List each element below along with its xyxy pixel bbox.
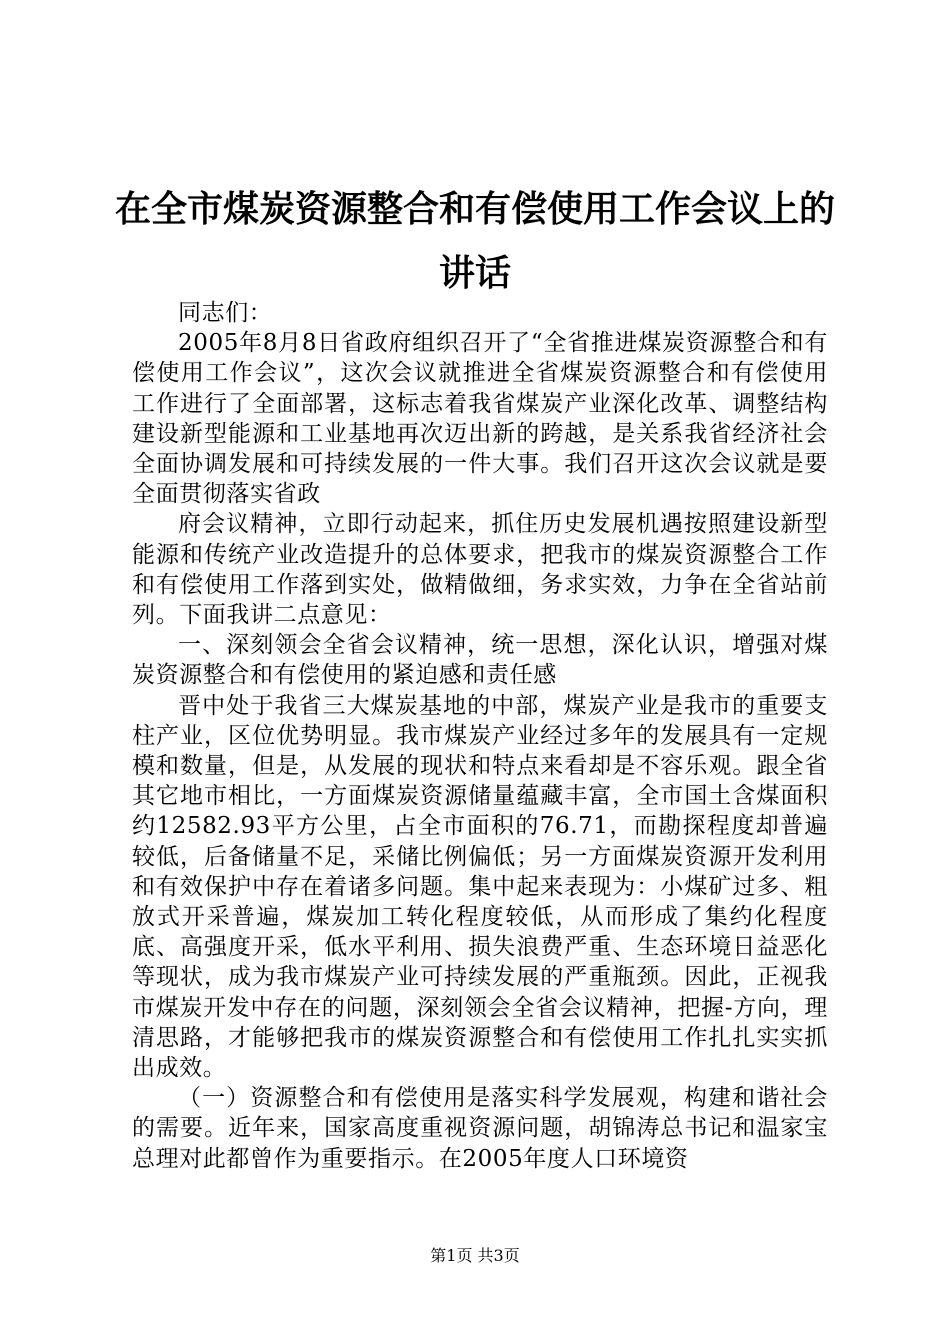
body-paragraph: 2005年8月8日省政府组织召开了“全省推进煤炭资源整合和有偿使用工作会议”，这次会议就推进全省煤炭资源整合和有偿使用工作进行了全面部署，这标志着我省煤炭产业深化改革、调整结构建设新型能源和工业基地再次迈出新的跨越，是关系我省经济社会全面协调发展和可持续发展的一件大事。我们召开这次会议就是要全面贯彻落实省政 <box>132 330 828 508</box>
salutation-paragraph: 同志们： <box>178 300 273 326</box>
section-heading: 一、深刻领会全省会议精神，统一思想，深化认识，增强对煤炭资源整合和有偿使用的紧迫感和责任感 <box>132 632 828 689</box>
document-title: 在全市煤炭资源整合和有偿使用工作会议上的讲话 <box>114 189 835 294</box>
document-body <box>132 298 828 1174</box>
body-paragraph: 府会议精神，立即行动起来，抓住历史发展机遇按照建设新型能源和传统产业改造提升的总体要求，把我市的煤炭资源整合工作和有偿使用工作落到实处，做精做细，务求实效，力争在全省站前列。下面我讲二点意见： <box>132 511 828 629</box>
subsection-paragraph: （一）资源整合和有偿使用是落实科学发展观，构建和谐社会的需要。近年来，国家高度重视资源问题，胡锦涛总书记和温家宝总理对此都曾作为重要指示。在2005年度人口环境资 <box>132 1085 828 1172</box>
body-paragraph: 晋中处于我省三大煤炭基地的中部，煤炭产业是我市的重要支柱产业，区位优势明显。我市煤炭产业经过多年的发展具有一定规模和数量，但是，从发展的现状和特点来看却是不容乐观。跟全省其它地市相比，一方面煤炭资源储量蕴藏丰富，全市国土含煤面积约12582.93平方公里，占全市面积的76.71，而勘探程度却普遍较低，后备储量不足，采储比例偏低；另一方面煤炭资源开发利用和有效保护中存在着诸多问题。集中起来表现为：小煤矿过多、粗放式开采普遍，煤炭加工转化程度较低，从而形成了集约化程度底、高强度开采，低水平利用、损失浪费严重、生态环境日益恶化等现状，成为我市煤炭产业可持续发展的严重瓶颈。因此，正视我市煤炭开发中存在的问题，深刻领会全省会议精神，把握-方向，理清思路，才能够把我市的煤炭资源整合和有偿使用工作扎扎实实抓出成效。 <box>132 692 828 1082</box>
page-footer: 第1页 共3页 <box>430 1246 520 1265</box>
